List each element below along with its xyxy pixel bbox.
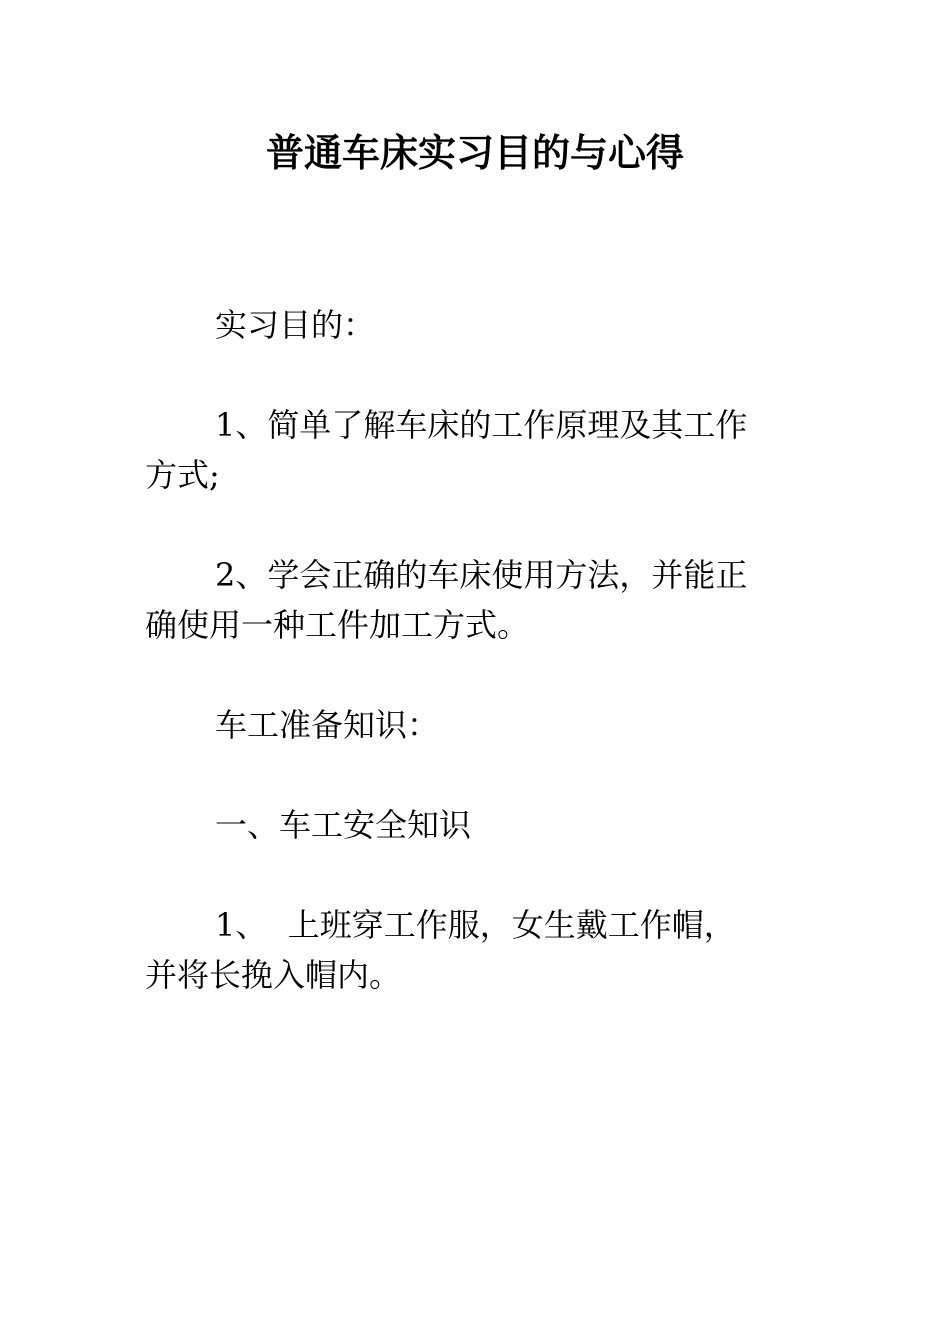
paragraph-line-continuation: 并将长挽入帽内。: [145, 956, 402, 994]
document-title: 普通车床实习目的与心得: [265, 130, 684, 175]
paragraph-line: 车工准备知识：: [215, 706, 440, 744]
paragraph-line: 2、学会正确的车床使用方法，并能正: [215, 556, 748, 594]
paragraph-safety-heading: [145, 800, 795, 850]
paragraph-line-continuation: 方式;: [145, 456, 220, 494]
paragraph-line-continuation: 确使用一种工件加工方式。: [145, 606, 530, 644]
paragraph-safety-item-1: [145, 900, 795, 1000]
paragraph-line: 实习目的：: [215, 306, 376, 344]
paragraph-line: 一、车工安全知识: [215, 806, 472, 844]
paragraph-line: 1、简单了解车床的工作原理及其工作: [215, 406, 748, 444]
paragraph-purpose-item-1: [145, 400, 795, 500]
paragraph-preparation-heading: [145, 700, 795, 750]
document-body: [145, 300, 795, 1000]
paragraph-line: 1、 上班穿工作服，女生戴工作帽，: [215, 906, 736, 944]
paragraph-internship-purpose-heading: [145, 300, 795, 350]
paragraph-purpose-item-2: [145, 550, 795, 650]
